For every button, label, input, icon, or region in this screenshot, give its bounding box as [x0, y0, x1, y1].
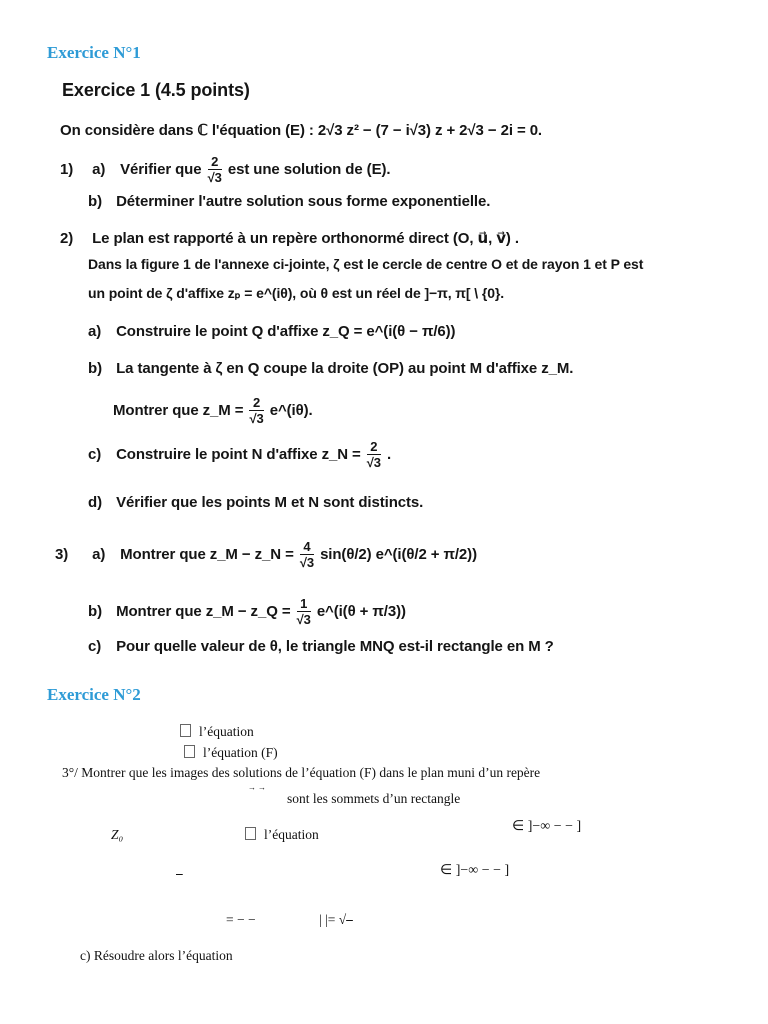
q2d-letter: d): [88, 494, 102, 511]
ex2-line-c: c) Résoudre alors l’équation: [80, 948, 233, 963]
q1b-letter: b): [88, 193, 102, 210]
ex2-interval-2: ∈ ]−∞ − − ]: [440, 863, 510, 878]
q2b-text: La tangente à ζ en Q coupe la droite (OP) au point M d'affixe z_M.: [116, 360, 574, 377]
q2b-part2: [113, 396, 313, 426]
q2c-fraction: [367, 440, 381, 470]
q3a-post: sin(θ/2) e^(i(θ/2 + π/2)): [320, 545, 477, 563]
q2b2-pre: Montrer que z_M =: [113, 401, 244, 419]
q1a-pre: Vérifier que: [120, 160, 202, 178]
q3b-letter: b): [88, 602, 102, 620]
q3b: [88, 597, 406, 627]
q2c-letter: c): [88, 445, 102, 463]
missing-glyph-icon: [245, 827, 256, 840]
ex2-interval-1: ∈ ]−∞ − − ]: [512, 819, 582, 834]
q1b-text: Déterminer l'autre solution sous forme exponentielle.: [116, 193, 491, 210]
ex2-line1: [180, 724, 254, 740]
q2c-post: .: [387, 445, 392, 463]
q2b2-frac-den: √3: [249, 411, 264, 426]
q3c-letter: c): [88, 638, 102, 655]
q2-line1-text: Le plan est rapporté à un repère orthonormé direct (O, u⃗, v⃗) .: [92, 230, 519, 247]
ex2-abs-stub: | |= √⎯: [319, 912, 353, 927]
q3a-pre: Montrer que z_M − z_N =: [120, 545, 294, 563]
q3a-frac-num: 4: [300, 540, 314, 555]
q2a-text: Construire le point Q d'affixe z_Q = e^(i(θ − π/6)): [116, 323, 456, 340]
ex2-z0: Z₀: [111, 827, 124, 842]
q1b: [88, 193, 490, 210]
ex2-line5: [245, 827, 319, 843]
q3b-frac-den: √3: [296, 612, 311, 627]
ex2-line2: [184, 745, 278, 761]
q3b-pre: Montrer que z_M − z_Q =: [116, 602, 291, 620]
q2a: [88, 323, 455, 340]
q2b2-frac-num: 2: [249, 396, 263, 411]
q2b: [88, 360, 573, 377]
scan-heading: Exercice 1 (4.5 points): [62, 80, 250, 100]
q2b2-post: e^(iθ).: [269, 401, 313, 419]
q1a-post: est une solution de (E).: [227, 160, 391, 178]
missing-glyph-icon: [184, 745, 195, 758]
exercise-2-title: Exercice N°2: [47, 685, 141, 704]
q2d: [88, 494, 423, 511]
q3a-fraction: [300, 540, 314, 570]
q1a-fraction: [208, 155, 222, 185]
ex2-stray-bar: ⎯: [176, 866, 183, 881]
q2c-pre: Construire le point N d'affixe z_N =: [116, 445, 361, 463]
q2a-letter: a): [88, 323, 102, 340]
ex2-line1-text: l’équation: [199, 724, 254, 739]
q2-line1: [60, 229, 519, 247]
ex2-line4: sont les sommets d’un rectangle: [287, 791, 461, 806]
q2b2-fraction: [249, 396, 263, 426]
q2-number: 2): [60, 230, 74, 247]
q3b-frac-num: 1: [297, 597, 311, 612]
q2c: [88, 440, 391, 470]
q2c-frac-den: √3: [366, 455, 381, 470]
ex2-line2-text: l’équation (F): [203, 745, 278, 760]
q3a: [55, 540, 477, 570]
ex2-line5-text: l’équation: [264, 827, 319, 842]
q1-number: 1): [60, 160, 74, 178]
missing-glyph-icon: [180, 724, 191, 737]
ex2-eq-stub: = − −: [226, 912, 256, 927]
q2-line3: un point de ζ d'affixe zₚ = e^(iθ), où θ est un réel de ]−π, π[ \ {0}.: [88, 285, 505, 301]
q2d-text: Vérifier que les points M et N sont distincts.: [116, 494, 424, 511]
q1a-frac-den: √3: [207, 170, 222, 185]
q3b-fraction: [297, 597, 311, 627]
q3-number: 3): [55, 545, 69, 563]
q3a-letter: a): [92, 545, 106, 563]
q1a-frac-num: 2: [208, 155, 222, 170]
q3c: [88, 638, 554, 655]
q3c-text: Pour quelle valeur de θ, le triangle MNQ est-il rectangle en M ?: [116, 638, 554, 655]
ex2-line3: 3°/ Montrer que les images des solutions de l’équation (F) dans le plan muni d’un repère: [62, 765, 541, 780]
ex2-vector-marks: → →: [248, 783, 266, 792]
scan-intro: On considère dans ℂ l'équation (E) : 2√3 z² − (7 − i√3) z + 2√3 − 2i = 0.: [60, 122, 543, 139]
q2-line2: Dans la figure 1 de l'annexe ci-jointe, ζ est le cercle de centre O et de rayon 1 et P est: [88, 256, 644, 272]
q2b-letter: b): [88, 360, 102, 377]
q3a-frac-den: √3: [299, 555, 314, 570]
q2c-frac-num: 2: [367, 440, 381, 455]
q1a: [60, 155, 390, 185]
q3b-post: e^(i(θ + π/3)): [316, 602, 406, 620]
q1a-letter: a): [92, 160, 106, 178]
exercise-1-title: Exercice N°1: [47, 43, 141, 62]
